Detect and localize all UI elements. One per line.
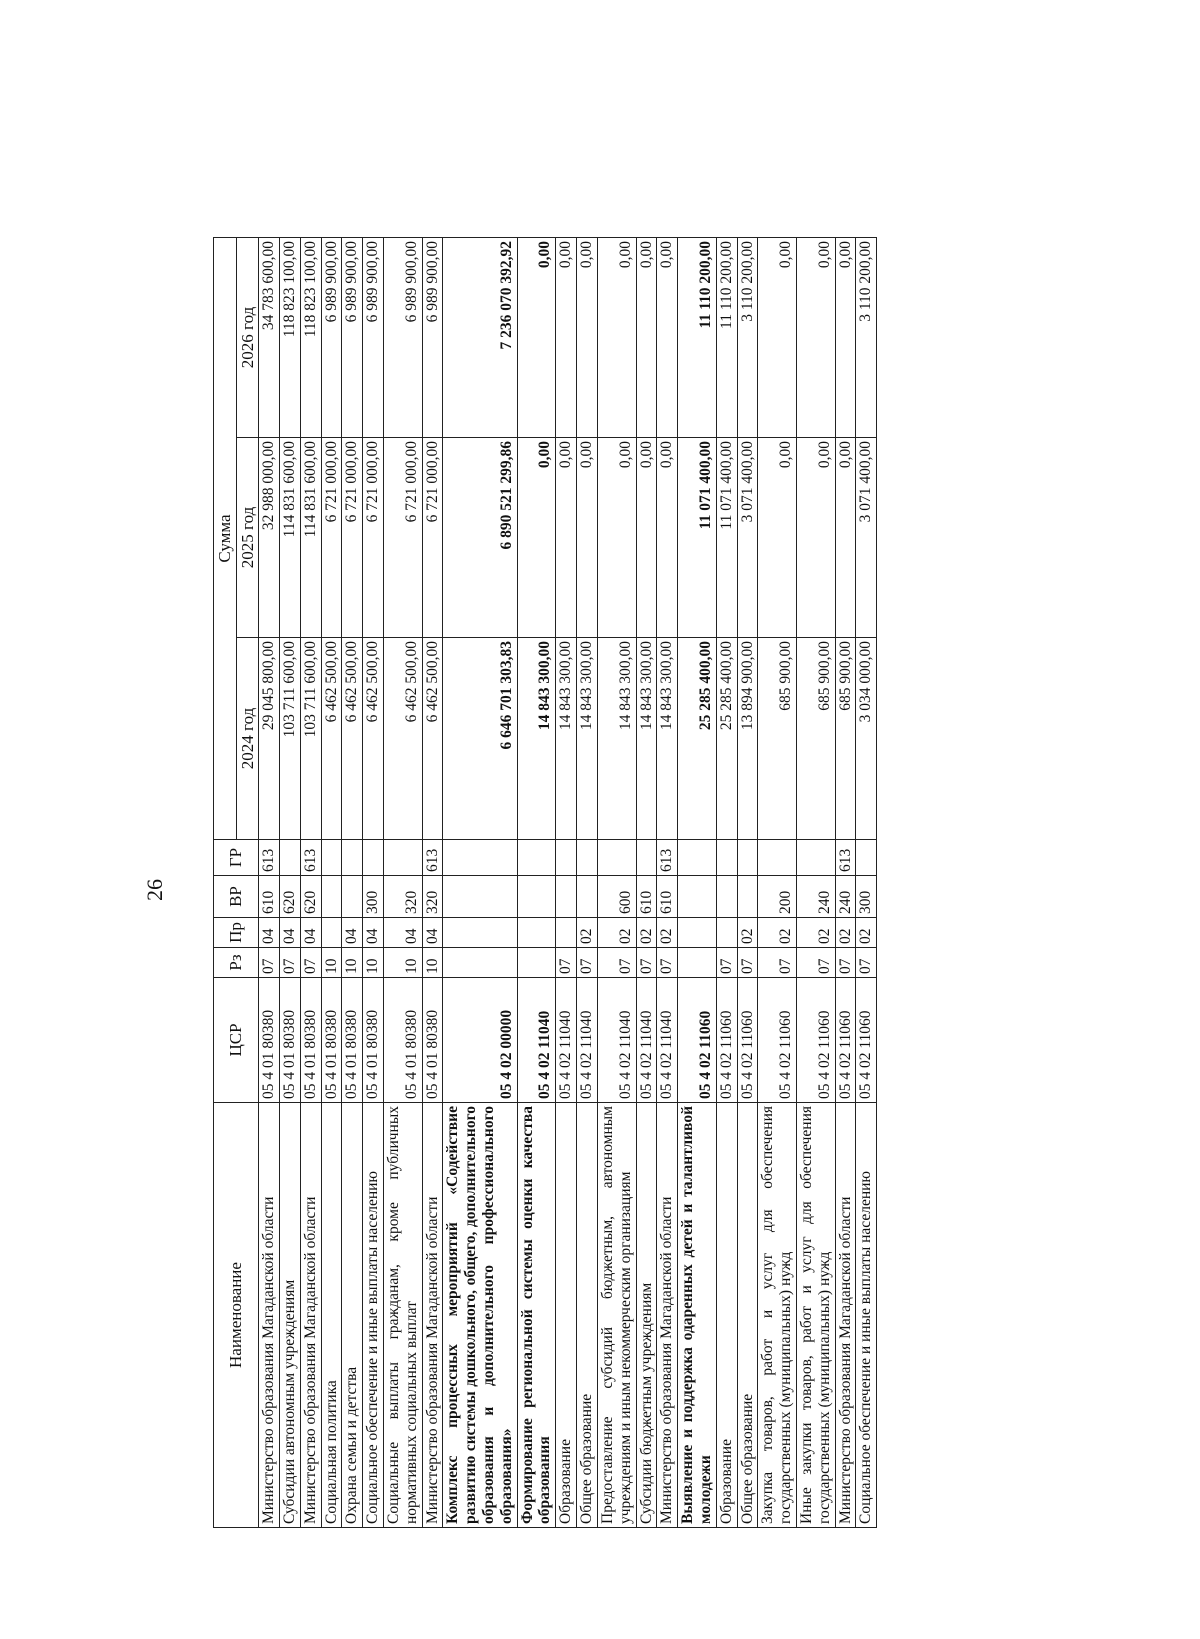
cell-rz: 07 bbox=[597, 948, 636, 978]
header-name: Наименование bbox=[214, 1103, 259, 1528]
cell-gr bbox=[342, 840, 363, 876]
table-row bbox=[716, 237, 737, 1527]
cell-gr bbox=[758, 840, 797, 876]
cell-csr: 05 4 02 11040 bbox=[556, 978, 577, 1103]
cell-gr: 613 bbox=[422, 840, 443, 876]
cell-csr: 05 4 02 11060 bbox=[678, 978, 717, 1103]
cell-vr bbox=[443, 876, 517, 918]
cell-2026: 34 783 600,00 bbox=[259, 237, 280, 437]
cell-pr bbox=[321, 918, 342, 948]
cell-2024: 3 034 000,00 bbox=[856, 638, 877, 840]
header-sum: Сумма bbox=[214, 237, 237, 839]
cell-pr: 04 bbox=[422, 918, 443, 948]
cell-rz: 10 bbox=[342, 948, 363, 978]
cell-pr: 02 bbox=[737, 918, 758, 948]
cell-2026: 118 823 100,00 bbox=[300, 237, 321, 437]
cell-rz: 07 bbox=[758, 948, 797, 978]
cell-2025: 0,00 bbox=[797, 438, 836, 638]
cell-vr: 200 bbox=[758, 876, 797, 918]
cell-rz: 10 bbox=[363, 948, 384, 978]
cell-name: Социальные выплаты гражданам, кроме публичных нормативных социальных выплат bbox=[383, 1103, 422, 1528]
table-row bbox=[737, 237, 758, 1527]
table-body bbox=[259, 237, 877, 1527]
cell-csr: 05 4 01 80380 bbox=[422, 978, 443, 1103]
cell-pr bbox=[443, 918, 517, 948]
cell-gr bbox=[577, 840, 598, 876]
cell-gr bbox=[737, 840, 758, 876]
cell-2024: 14 843 300,00 bbox=[556, 638, 577, 840]
cell-2024: 103 711 600,00 bbox=[300, 638, 321, 840]
cell-2025: 0,00 bbox=[556, 438, 577, 638]
cell-2025: 0,00 bbox=[758, 438, 797, 638]
cell-rz: 10 bbox=[321, 948, 342, 978]
cell-pr: 04 bbox=[342, 918, 363, 948]
cell-2026: 6 989 900,00 bbox=[363, 237, 384, 437]
header-year-2025: 2025 год bbox=[236, 438, 259, 638]
cell-2025: 0,00 bbox=[636, 438, 657, 638]
cell-csr: 05 4 02 11060 bbox=[716, 978, 737, 1103]
cell-pr bbox=[556, 918, 577, 948]
cell-name: Охрана семьи и детства bbox=[342, 1103, 363, 1528]
cell-2026: 6 989 900,00 bbox=[321, 237, 342, 437]
cell-pr: 04 bbox=[383, 918, 422, 948]
table-row bbox=[279, 237, 300, 1527]
cell-vr: 610 bbox=[657, 876, 678, 918]
cell-name: Субсидии автономным учреждениям bbox=[279, 1103, 300, 1528]
cell-vr bbox=[321, 876, 342, 918]
cell-2026: 3 110 200,00 bbox=[856, 237, 877, 437]
cell-pr bbox=[716, 918, 737, 948]
cell-2026: 6 989 900,00 bbox=[342, 237, 363, 437]
cell-csr: 05 4 02 11040 bbox=[517, 978, 556, 1103]
cell-name: Субсидии бюджетным учреждениям bbox=[636, 1103, 657, 1528]
table-row bbox=[422, 237, 443, 1527]
cell-2024: 29 045 800,00 bbox=[259, 638, 280, 840]
cell-name: Министерство образования Магаданской области bbox=[259, 1103, 280, 1528]
cell-csr: 05 4 02 00000 bbox=[443, 978, 517, 1103]
cell-gr bbox=[383, 840, 422, 876]
cell-2026: 118 823 100,00 bbox=[279, 237, 300, 437]
cell-rz: 07 bbox=[835, 948, 856, 978]
cell-2026: 0,00 bbox=[556, 237, 577, 437]
table-row bbox=[363, 237, 384, 1527]
header-vr: ВР bbox=[214, 876, 259, 918]
table-row bbox=[300, 237, 321, 1527]
cell-vr bbox=[517, 876, 556, 918]
cell-rz: 07 bbox=[737, 948, 758, 978]
cell-2024: 685 900,00 bbox=[797, 638, 836, 840]
cell-vr: 300 bbox=[856, 876, 877, 918]
cell-rz: 07 bbox=[300, 948, 321, 978]
cell-2025: 32 988 000,00 bbox=[259, 438, 280, 638]
cell-2024: 6 462 500,00 bbox=[383, 638, 422, 840]
cell-2026: 0,00 bbox=[835, 237, 856, 437]
cell-gr bbox=[321, 840, 342, 876]
cell-rz: 07 bbox=[716, 948, 737, 978]
table-row bbox=[577, 237, 598, 1527]
cell-2024: 14 843 300,00 bbox=[657, 638, 678, 840]
table-row bbox=[856, 237, 877, 1527]
cell-name: Социальное обеспечение и иные выплаты населению bbox=[856, 1103, 877, 1528]
cell-2025: 6 721 000,00 bbox=[342, 438, 363, 638]
cell-vr: 320 bbox=[422, 876, 443, 918]
cell-2024: 685 900,00 bbox=[835, 638, 856, 840]
table-row bbox=[678, 237, 717, 1527]
cell-rz bbox=[678, 948, 717, 978]
cell-2025: 0,00 bbox=[657, 438, 678, 638]
cell-csr: 05 4 01 80380 bbox=[300, 978, 321, 1103]
cell-2025: 0,00 bbox=[577, 438, 598, 638]
cell-2025: 6 721 000,00 bbox=[363, 438, 384, 638]
cell-gr bbox=[279, 840, 300, 876]
cell-name: Предоставление субсидий бюджетным, автономным учреждениям и иным некоммерческим организациям bbox=[597, 1103, 636, 1528]
cell-2026: 0,00 bbox=[517, 237, 556, 437]
cell-name: Министерство образования Магаданской области bbox=[657, 1103, 678, 1528]
cell-vr bbox=[737, 876, 758, 918]
cell-csr: 05 4 02 11040 bbox=[636, 978, 657, 1103]
cell-2024: 25 285 400,00 bbox=[678, 638, 717, 840]
cell-vr: 600 bbox=[597, 876, 636, 918]
cell-csr: 05 4 01 80380 bbox=[383, 978, 422, 1103]
cell-2024: 14 843 300,00 bbox=[636, 638, 657, 840]
cell-pr: 04 bbox=[363, 918, 384, 948]
cell-name: Комплекс процессных мероприятий «Содействие развитию системы дошкольного, общего, дополнительного образования и дополнительного профессионального образования» bbox=[443, 1103, 517, 1528]
cell-name: Министерство образования Магаданской области bbox=[835, 1103, 856, 1528]
cell-csr: 05 4 02 11040 bbox=[657, 978, 678, 1103]
cell-pr: 02 bbox=[758, 918, 797, 948]
cell-pr: 02 bbox=[657, 918, 678, 948]
cell-2024: 6 462 500,00 bbox=[422, 638, 443, 840]
cell-2024: 6 462 500,00 bbox=[363, 638, 384, 840]
cell-gr: 613 bbox=[259, 840, 280, 876]
cell-vr bbox=[577, 876, 598, 918]
cell-csr: 05 4 02 11040 bbox=[577, 978, 598, 1103]
rotated-document bbox=[213, 238, 1003, 1528]
cell-gr bbox=[797, 840, 836, 876]
cell-2024: 13 894 900,00 bbox=[737, 638, 758, 840]
header-year-2026: 2026 год bbox=[236, 237, 259, 437]
cell-vr: 240 bbox=[835, 876, 856, 918]
cell-2025: 11 071 400,00 bbox=[716, 438, 737, 638]
cell-gr bbox=[597, 840, 636, 876]
cell-name: Министерство образования Магаданской области bbox=[422, 1103, 443, 1528]
cell-csr: 05 4 01 80380 bbox=[279, 978, 300, 1103]
cell-2026: 7 236 070 392,92 bbox=[443, 237, 517, 437]
table-row bbox=[342, 237, 363, 1527]
cell-2025: 6 890 521 299,86 bbox=[443, 438, 517, 638]
cell-rz: 07 bbox=[279, 948, 300, 978]
cell-gr: 613 bbox=[835, 840, 856, 876]
cell-name: Общее образование bbox=[737, 1103, 758, 1528]
cell-2025: 6 721 000,00 bbox=[383, 438, 422, 638]
header-csr: ЦСР bbox=[214, 978, 259, 1103]
cell-csr: 05 4 01 80380 bbox=[321, 978, 342, 1103]
table-row bbox=[797, 237, 836, 1527]
cell-name: Социальное обеспечение и иные выплаты населению bbox=[363, 1103, 384, 1528]
cell-rz: 07 bbox=[259, 948, 280, 978]
cell-pr: 04 bbox=[279, 918, 300, 948]
cell-2024: 14 843 300,00 bbox=[517, 638, 556, 840]
table-row bbox=[321, 237, 342, 1527]
cell-2025: 114 831 600,00 bbox=[279, 438, 300, 638]
cell-2024: 103 711 600,00 bbox=[279, 638, 300, 840]
cell-vr: 320 bbox=[383, 876, 422, 918]
table-row bbox=[758, 237, 797, 1527]
cell-2024: 6 462 500,00 bbox=[342, 638, 363, 840]
cell-gr bbox=[443, 840, 517, 876]
cell-2026: 0,00 bbox=[797, 237, 836, 437]
header-rz: Рз bbox=[214, 948, 259, 978]
cell-name: Образование bbox=[716, 1103, 737, 1528]
table-row bbox=[443, 237, 517, 1527]
cell-pr: 02 bbox=[797, 918, 836, 948]
cell-rz: 10 bbox=[383, 948, 422, 978]
budget-table bbox=[213, 237, 877, 1528]
header-pr: Пр bbox=[214, 918, 259, 948]
cell-2026: 0,00 bbox=[657, 237, 678, 437]
cell-csr: 05 4 01 80380 bbox=[342, 978, 363, 1103]
cell-2026: 6 989 900,00 bbox=[422, 237, 443, 437]
cell-2025: 0,00 bbox=[835, 438, 856, 638]
cell-pr: 02 bbox=[597, 918, 636, 948]
cell-gr bbox=[517, 840, 556, 876]
cell-2025: 6 721 000,00 bbox=[422, 438, 443, 638]
cell-gr bbox=[856, 840, 877, 876]
cell-gr bbox=[556, 840, 577, 876]
cell-2024: 685 900,00 bbox=[758, 638, 797, 840]
cell-vr: 620 bbox=[279, 876, 300, 918]
header-year-2024: 2024 год bbox=[236, 638, 259, 840]
cell-name: Социальная политика bbox=[321, 1103, 342, 1528]
cell-pr: 02 bbox=[636, 918, 657, 948]
cell-2026: 0,00 bbox=[597, 237, 636, 437]
cell-gr bbox=[716, 840, 737, 876]
cell-rz: 07 bbox=[636, 948, 657, 978]
cell-gr bbox=[636, 840, 657, 876]
cell-rz: 07 bbox=[856, 948, 877, 978]
cell-rz: 07 bbox=[797, 948, 836, 978]
cell-name: Закупка товаров, работ и услуг для обеспечения государственных (муниципальных) нужд bbox=[758, 1103, 797, 1528]
table-row bbox=[835, 237, 856, 1527]
cell-pr bbox=[678, 918, 717, 948]
cell-name: Министерство образования Магаданской области bbox=[300, 1103, 321, 1528]
cell-pr: 04 bbox=[300, 918, 321, 948]
cell-pr: 02 bbox=[856, 918, 877, 948]
cell-vr: 610 bbox=[636, 876, 657, 918]
cell-2026: 0,00 bbox=[758, 237, 797, 437]
cell-name: Выявление и поддержка одаренных детей и талантливой молодежи bbox=[678, 1103, 717, 1528]
cell-csr: 05 4 02 11040 bbox=[597, 978, 636, 1103]
cell-2024: 14 843 300,00 bbox=[597, 638, 636, 840]
cell-2026: 6 989 900,00 bbox=[383, 237, 422, 437]
cell-pr: 04 bbox=[259, 918, 280, 948]
cell-csr: 05 4 01 80380 bbox=[259, 978, 280, 1103]
cell-2024: 6 646 701 303,83 bbox=[443, 638, 517, 840]
cell-name: Образование bbox=[556, 1103, 577, 1528]
cell-2025: 6 721 000,00 bbox=[321, 438, 342, 638]
cell-2024: 14 843 300,00 bbox=[577, 638, 598, 840]
cell-2025: 0,00 bbox=[597, 438, 636, 638]
cell-pr bbox=[517, 918, 556, 948]
cell-rz bbox=[443, 948, 517, 978]
cell-vr: 610 bbox=[259, 876, 280, 918]
cell-vr bbox=[556, 876, 577, 918]
cell-vr: 300 bbox=[363, 876, 384, 918]
cell-rz bbox=[517, 948, 556, 978]
cell-rz: 07 bbox=[577, 948, 598, 978]
cell-name: Общее образование bbox=[577, 1103, 598, 1528]
cell-rz: 07 bbox=[556, 948, 577, 978]
table-row bbox=[597, 237, 636, 1527]
cell-csr: 05 4 02 11060 bbox=[758, 978, 797, 1103]
cell-name: Иные закупки товаров, работ и услуг для обеспечения государственных (муниципальных) нужд bbox=[797, 1103, 836, 1528]
cell-2026: 0,00 bbox=[577, 237, 598, 437]
cell-2025: 11 071 400,00 bbox=[678, 438, 717, 638]
cell-vr: 240 bbox=[797, 876, 836, 918]
cell-2025: 114 831 600,00 bbox=[300, 438, 321, 638]
cell-vr bbox=[716, 876, 737, 918]
cell-csr: 05 4 02 11060 bbox=[856, 978, 877, 1103]
cell-2025: 3 071 400,00 bbox=[737, 438, 758, 638]
cell-gr bbox=[363, 840, 384, 876]
page-number: 26 bbox=[142, 879, 167, 901]
cell-gr: 613 bbox=[657, 840, 678, 876]
cell-2024: 6 462 500,00 bbox=[321, 638, 342, 840]
cell-pr: 02 bbox=[577, 918, 598, 948]
cell-pr: 02 bbox=[835, 918, 856, 948]
cell-csr: 05 4 01 80380 bbox=[363, 978, 384, 1103]
cell-gr bbox=[678, 840, 717, 876]
table-row bbox=[556, 237, 577, 1527]
cell-2024: 25 285 400,00 bbox=[716, 638, 737, 840]
cell-2026: 11 110 200,00 bbox=[678, 237, 717, 437]
cell-rz: 07 bbox=[657, 948, 678, 978]
table-row bbox=[517, 237, 556, 1527]
cell-2025: 0,00 bbox=[517, 438, 556, 638]
cell-vr bbox=[678, 876, 717, 918]
table-row bbox=[636, 237, 657, 1527]
cell-2026: 11 110 200,00 bbox=[716, 237, 737, 437]
table-header bbox=[214, 237, 259, 1527]
cell-gr: 613 bbox=[300, 840, 321, 876]
cell-csr: 05 4 02 11060 bbox=[835, 978, 856, 1103]
cell-2026: 0,00 bbox=[636, 237, 657, 437]
cell-csr: 05 4 02 11060 bbox=[797, 978, 836, 1103]
cell-2025: 3 071 400,00 bbox=[856, 438, 877, 638]
table-row bbox=[383, 237, 422, 1527]
cell-name: Формирование региональной системы оценки качества образования bbox=[517, 1103, 556, 1528]
cell-csr: 05 4 02 11060 bbox=[737, 978, 758, 1103]
table-row bbox=[657, 237, 678, 1527]
cell-rz: 10 bbox=[422, 948, 443, 978]
cell-vr bbox=[342, 876, 363, 918]
table-row bbox=[259, 237, 280, 1527]
header-gr: ГР bbox=[214, 840, 259, 876]
cell-vr: 620 bbox=[300, 876, 321, 918]
cell-2026: 3 110 200,00 bbox=[737, 237, 758, 437]
